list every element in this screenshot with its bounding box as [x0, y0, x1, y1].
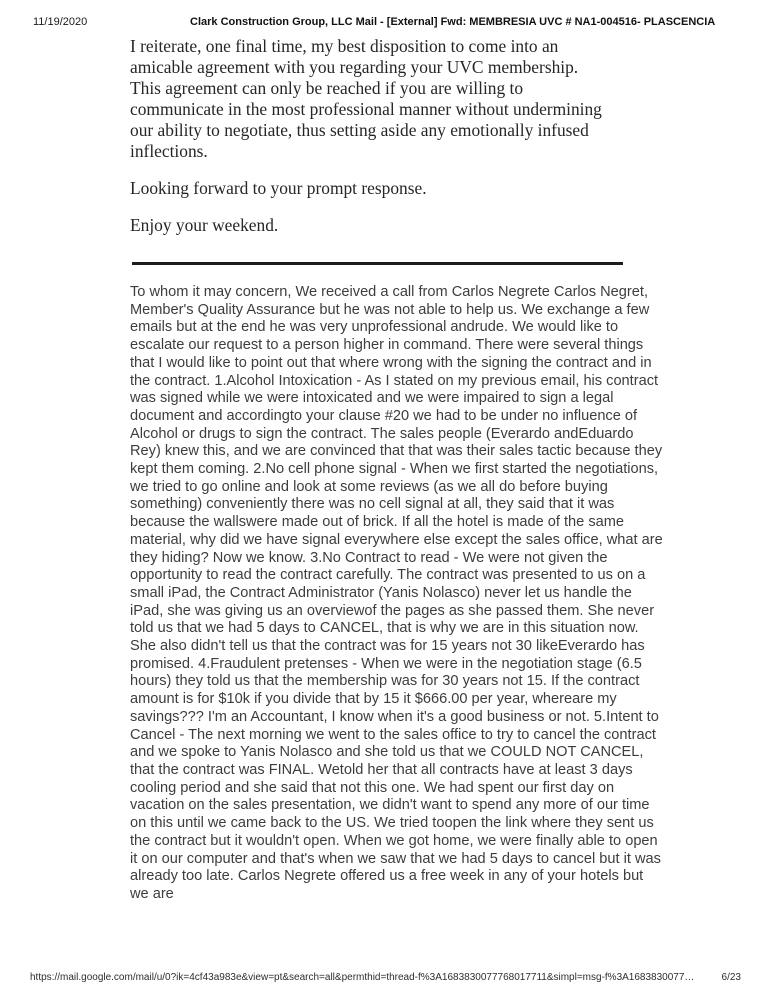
reply-message [130, 36, 664, 236]
email-body [130, 36, 664, 904]
print-header-date: 11/19/2020 [33, 16, 88, 28]
print-header-title: Clark Construction Group, LLC Mail - [External] Fwd: MEMBRESIA UVC # NA1-004516- PLASCENCIA [190, 16, 716, 28]
complaint-paragraph: To whom it may concern, We received a call from Carlos Negrete Carlos Negret, Member's Quality Assurance but he was not able to help us. We exchange a few emails but at the end he was very unprofessional andrude. We would like to escalate our request to a person higher in command. There were several things that I would like to point out that where wrong with the signing the contract and in the contract. 1.Alcohol Intoxication - As I stated on my previous email, his contract was signed while we were intoxicated and we were impaired to sign a legal document and accordingto your clause #20 we had to be under no influence of Alcohol or drugs to sign the contract. The sales people (Everardo andEduardo Rey) knew this, and we are convinced that that was their sales tactic because they kept them coming. 2.No cell phone signal - When we first started the negotiations, we tried to go online and look at some reviews (as we all do before buying something) conveniently there was no cell signal at all, they said that it was because the wallswere made out of brick. If all the hotel is made of the same material, why did we have signal everywhere else except the sales office, what are they hiding? Now we know. 3.No Contract to read - We were not given the opportunity to read the contract carefully. The contract was presented to us on a small iPad, the Contract Administrator (Yanis Nolasco) never let us handle the iPad, she was giving us an overviewof the pages as she passed them. She never told us that we had 5 days to CANCEL, that is why we are in this situation now. She also didn't tell us that the contract was for 15 years not 30 likeEverardo has promised. 4.Fraudulent pretenses - When we were in the negotiation stage (6.5 hours) they told us that the membership was for 30 years not 15. If the contract amount is for $10k if you divide that by 15 it $666.00 per year, whereare my savings??? I'm an Accountant, I know when it's a good business or not. 5.Intent to Cancel - The next morning we went to the sales office to try to cancel the contract and we spoke to Yanis Nolasco and she told us that we COULD NOT CANCEL, that the contract was FINAL. Wetold her that all contracts have at least 3 days cooling period and she said that not this one. We had spent our first day on vacation on the sales presentation, we didn't want to spend any more of our time on this until we came back to the US. We tried toopen the link where they sent us the contract but it wouldn't open. When we got home, we were finally able to open it on our computer and that's when we saw that we had 5 days to cancel but it was already too late. Carlos Negrete offered us a free week in any of your hotels but we are [130, 284, 663, 902]
page-bottom-fade [130, 926, 690, 952]
reply-paragraph-2: Looking forward to your prompt response. [130, 178, 427, 198]
print-footer-url: https://mail.google.com/mail/u/0?ik=4cf43a983e&view=pt&search=all&permthid=thread-f%3A1683830077768017711&simpl=msg-f%3A1683830077… [30, 972, 695, 983]
quoted-complaint-message [130, 284, 664, 904]
reply-paragraph-3: Enjoy your weekend. [130, 215, 279, 235]
print-footer-page-indicator: 6/23 [721, 972, 741, 983]
reply-paragraph-1: I reiterate, one final time, my best disposition to come into an amicable agreement with you regarding your UVC membership. This agreement can only be reached if you are willing to communicate in the most professional manner without undermining our ability to negotiate, thus setting aside any emotionally infused inflections. [130, 36, 602, 161]
quoted-message-divider [132, 262, 623, 265]
